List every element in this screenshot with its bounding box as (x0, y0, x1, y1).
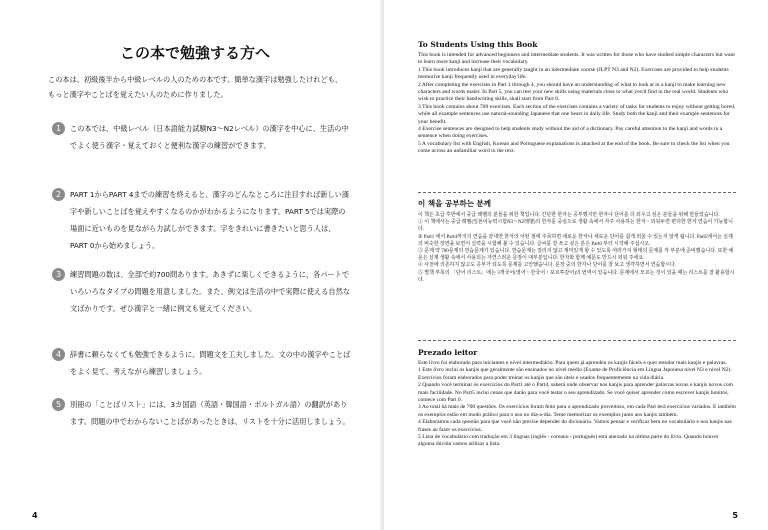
list-item: 2 After completing the exercises in Part 1 through 4, you should have an understanding of what to look at in a kanji to make learning new characters and words easier. In Part 5, you can test your new skills using materials close to what you'd find in the real world. Students who wish to practice their handwriting skills, shall start from Part 0. (418, 81, 729, 103)
item-text: 別冊の「ことばリスト」には、3カ国語（英語・韓国語・ポルトガル語）の翻訳があります。問題の中でわからないことばがあったときは、リストを十分に活用しましょう。 (70, 400, 350, 426)
item-text: この本では、中級レベル（日本語能力試験N3〜N2レベル）の漢字を中心に、生活の中でよく使う漢字・覚えておくと便利な漢字の練習ができます。 (70, 124, 349, 150)
list-item: 4 Elaboramos cada questão para que você não precise depender do dicionário. Vamos pensar e verificar bem no vocabulário e nos kanjis nas frases ao fazer os exercícios. (418, 419, 732, 433)
english-section (418, 40, 736, 156)
right-page (384, 0, 768, 530)
section-heading: Prezado leitor (418, 348, 478, 357)
page-number: 5 (732, 511, 738, 520)
list-item: ③ 문제 약 700문제의 연습문제가 있습니다. 연습문제는 질리지 않고 재미있게 할 수 있도록 여러가지 형태의 문제를 각 부분에 준비했습니다. 또한 예문은 실제 생활 속에서 사용되는 자연스러운 문장이 대부분입니다. 한자와 함께 예문도 반드시 외워 주세요. (418, 249, 734, 262)
list-item: 4 Exercise sentences are designed to help students study without the aid of a dictionary. Pay careful attention to the kanji and words in a sentence when doing exercises. (418, 126, 723, 140)
list-item (52, 346, 352, 380)
list-item (52, 120, 352, 154)
intro-paragraph: この本は、初級後半から中級レベルの人のための本です。簡単な漢字は勉強したけれども、もっと漢字やことばを覚えたい人のために作りました。 (48, 75, 343, 99)
section-intro: Este livro foi elaborado para iniciantes e nível intermediário. Para quem já aprendeu os kanjis fáceis e quer estudar mais kanjis e palavras. (418, 360, 727, 366)
list-item (52, 396, 352, 430)
item-text: PART 1からPART 4までの練習を終えると、漢字のどんなところに注目すれば新しい漢字や新しいことばを覚えやすくなるのかがわかるようになります。PART 5では実際の場面に近いものを見ながら力試しができます。字をきれいに書きたいと思う人は、PART 0から始めましょう。 (70, 190, 350, 250)
section-heading: 이 책을 공부하는 분께 (418, 199, 492, 208)
page-title: この本で勉強する方へ (119, 44, 270, 62)
list-item: 5 A vocabulary list with English, Korean and Portuguese explanations is attached at the end of the book. Be sure to check the list when you come across an unfamiliar word in the text. (418, 140, 730, 155)
section-divider (418, 340, 736, 341)
item-number: 4 (52, 348, 65, 361)
list-item (52, 186, 352, 254)
item-number: 3 (52, 268, 65, 281)
page-number: 4 (32, 511, 38, 520)
list-item: 5 Lista de vocabulário com tradução em 3 línguas (inglês - coreano - português) está anexado na última parte do livro. Quando houver alguma dúvida vamos utilizar a lista. (418, 434, 719, 448)
item-text: 練習問題の数は、全部で約700問あります。あきずに楽しくできるように、各パートでいろいろなタイプの問題を用意しました。また、例文は生活の中で実際に使える自然な文ばかりです。ぜひ漢字と一緒に例文も覚えてください。 (70, 270, 350, 313)
item-number: 1 (52, 122, 65, 135)
list-item: ② Part1 에서 Part4까지의 연습을 끝내면 한자의 어떤 점에 주목하면 새로운 한자나 새로운 단어를 쉽게 외울 수 있는지 알게 됩니다. Part5에서는 실제의 비슷한 장면을 보면서 실력을 시험해 볼 수 있습니다. 글씨를 잘 쓰고 싶은 분은 Part0 부터 시작해 주십시오. (418, 234, 733, 247)
list-item: 2 Quando você terminar os exercícios do Part1 até o Part4, saberá onde observar nos kanjis para aprender palavras novas e kanjis novos com mais facilidade. No Part5 inclui cenas que darão para você testar o seu aprendizado. Se você quiser aprender como escrever kanjis bonitos, comece com Part 0. (418, 382, 734, 404)
section-heading: To Students Using this Book (418, 40, 538, 49)
list-item: ⑤ 별책 부록의 「단어 리스트」에는 3개국어(영어・한국어・포르투갈어)의 번역이 있습니다. 문제에서 모르는 것이 있을 때는 리스트를 잘 활용합시다. (418, 270, 735, 283)
section-divider (418, 192, 736, 193)
list-item: ④ 사전에 의존하지 않고도 공부가 되도록 문제를 고안했습니다. 문장 중의 한자나 단어를 잘 보고 생각하면서 연습합시다. (418, 263, 677, 269)
section-intro: 이 책은 초급 후반에서 중급 레벨의 분들을 위한 책입니다. 간단한 한자는 공부했지만 한자나 단어를 더 외우고 싶은 분들을 위해 만들었습니다. (418, 213, 720, 218)
item-number: 2 (52, 188, 65, 201)
list-item: 3 This book contains about 700 exercises. Each section of the exercises contains a variety of tasks for students to enjoy without getting bored, while all example sentences use natural-sounding Japanese that one hears in daily life. Study both the kanji and their example sentences for your benefit. (418, 103, 736, 125)
list-item: 3 Ao total há mais de 700 questões. Os exercícios foram feito para o aprendizado proveitoso, em cada Part terá exercícios variados. E também os exemplos estão em modo prático para o uso no dia-a-dia. Tente memorizar os exemplos junto aos kanjis também. (418, 404, 736, 418)
section-intro: This book is intended for advanced beginners and intermediate students. It was written for those who have studied simple characters but want to learn more kanji and increase their vocabulary. (418, 52, 735, 66)
korean-section (418, 198, 736, 284)
portuguese-section (418, 348, 736, 449)
list-item (52, 266, 352, 317)
item-number: 5 (52, 398, 65, 411)
list-item: 1 This book introduces kanji that are generally taught in an intermediate course (JLPT N3 and N2). Exercises are provided to help students memorize kanji frequently used in everyday life. (418, 66, 729, 81)
list-item: 1 Este livro inclui os kanjis que geralmente são ensinados no nível médio (Exame de Proficiência em Língua Japonesa nível N3 e nível N2). Exercícios foram elaborados para poder treinar os kanjis que são úteis e usados frequentemente na vida diária. (418, 367, 732, 381)
list-item: ① 이 책에서는 중급 레벨(일본어능력시험N3〜N2레벨)의 한자를 중심으로 생활 속에서 자주 사용하는 한자・외워두면 편리한 한자 연습이 가능합니다. (418, 220, 733, 233)
item-text: 辞書に頼らなくても勉強できるように、問題文を工夫しました。文の中の漢字やことばをよく見て、考えながら練習しましょう。 (70, 350, 351, 376)
